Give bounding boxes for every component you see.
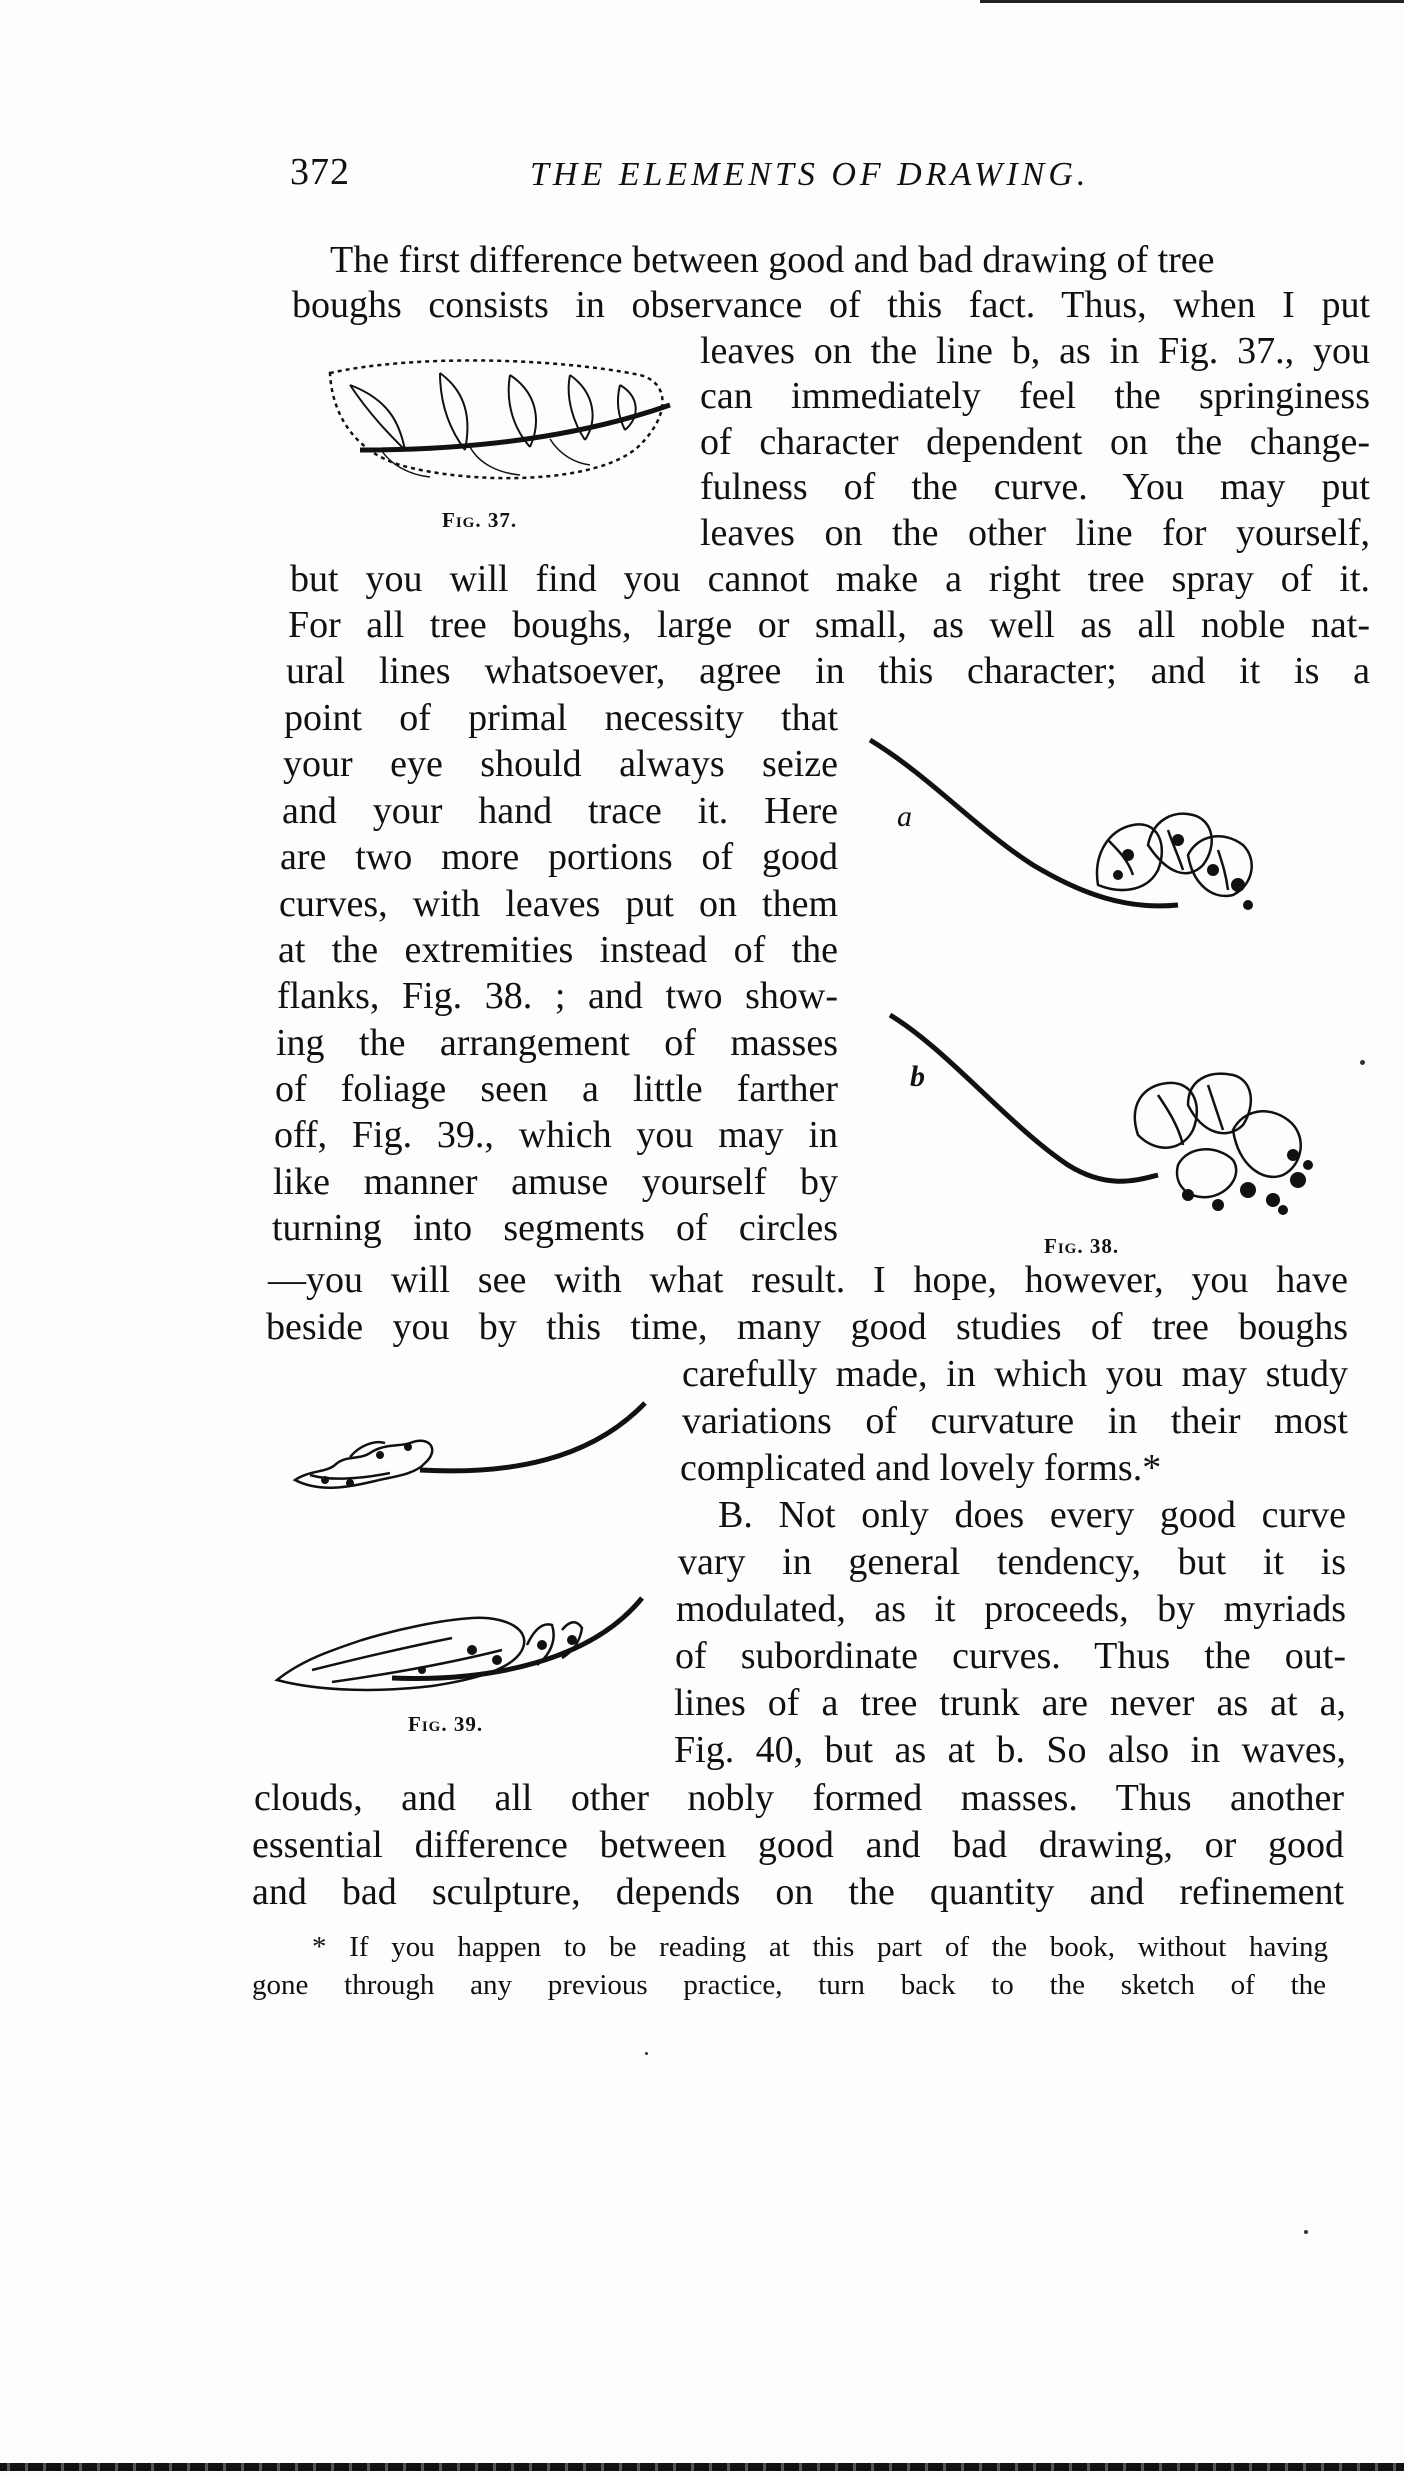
fig39-caption: Fig. 39. [408, 1712, 484, 1736]
text-line: off, Fig. 39., which you may in [274, 1114, 838, 1156]
print-speck [1360, 1060, 1365, 1065]
text-line: and your hand trace it. Here [282, 790, 838, 832]
fig38-label-b: b [910, 1060, 925, 1093]
fig39a-illustration [290, 1395, 660, 1505]
text-line: clouds, and all other nobly formed masses. Thus another [254, 1777, 1344, 1819]
fig38b-illustration [888, 1005, 1348, 1235]
fig38-label-a: a [897, 800, 912, 833]
text-line: point of primal necessity that [284, 697, 838, 739]
running-head [290, 150, 1370, 210]
text-line: modulated, as it proceeds, by myriads [676, 1588, 1346, 1630]
footnote-line: * If you happen to be reading at this part of the book, without having [312, 1931, 1328, 1963]
text-line [330, 238, 1215, 282]
text-line: fulness of the curve. You may put [700, 466, 1370, 508]
text-line: and bad sculpture, depends on the quantity and refinement [252, 1871, 1344, 1913]
text-line: beside you by this time, many good studies of tree boughs [266, 1306, 1348, 1348]
bottom-edge-rule [0, 2463, 1404, 2471]
text-line: your eye should always seize [283, 743, 838, 785]
text-line: like manner amuse yourself by [273, 1161, 838, 1203]
text-line: leaves on the line b, as in Fig. 37., you [700, 330, 1370, 372]
text-line: For all tree boughs, large or small, as well as all noble nat- [288, 604, 1370, 646]
text-line: variations of curvature in their most [682, 1400, 1348, 1442]
text-line: —you will see with what result. I hope, however, you have [268, 1259, 1348, 1301]
text-line: turning into segments of circles [272, 1207, 838, 1249]
text-line: but you will find you cannot make a right tree spray of it. [290, 558, 1370, 600]
text-line: can immediately feel the springiness [700, 375, 1370, 417]
top-edge-rule [980, 0, 1404, 3]
running-title: THE ELEMENTS OF DRAWING. [530, 156, 1090, 193]
text-line: ing the arrangement of masses [276, 1022, 838, 1064]
text-line-content: The first difference between good and bad drawing of tree [330, 239, 1215, 281]
fig38a-illustration [868, 735, 1288, 925]
text-line: flanks, Fig. 38. ; and two show- [277, 975, 838, 1017]
fig37-caption: Fig. 37. [442, 508, 518, 532]
text-line: vary in general tendency, but it is [678, 1541, 1346, 1583]
text-line: leaves on the other line for yourself, [700, 512, 1370, 554]
text-line: lines of a tree trunk are never as at a, [674, 1682, 1346, 1724]
text-line: at the extremities instead of the [278, 929, 838, 971]
text-line: B. Not only does every good curve [718, 1494, 1346, 1536]
footnote-line: gone through any previous practice, turn back to the sketch of the [252, 1969, 1326, 2001]
text-line: of character dependent on the change- [700, 421, 1370, 463]
print-speck [645, 2052, 648, 2055]
fig37-illustration [320, 355, 690, 495]
print-speck [1304, 2230, 1308, 2234]
fig39b-illustration [272, 1590, 652, 1700]
text-line: ural lines whatsoever, agree in this character; and it is a [286, 650, 1370, 692]
fig38-caption: Fig. 38. [1044, 1234, 1120, 1258]
text-line: of foliage seen a little farther [275, 1068, 838, 1110]
page-number: 372 [290, 151, 350, 193]
text-line: of subordinate curves. Thus the out- [675, 1635, 1346, 1677]
text-line: curves, with leaves put on them [279, 883, 838, 925]
text-line: complicated and lovely forms.* [680, 1447, 1162, 1489]
text-line: boughs consists in observance of this fact. Thus, when I put [292, 284, 1370, 326]
text-line: Fig. 40, but as at b. So also in waves, [674, 1729, 1346, 1771]
text-line: essential difference between good and bad drawing, or good [252, 1824, 1344, 1866]
text-line: carefully made, in which you may study [682, 1353, 1348, 1395]
text-line: are two more portions of good [280, 836, 838, 878]
